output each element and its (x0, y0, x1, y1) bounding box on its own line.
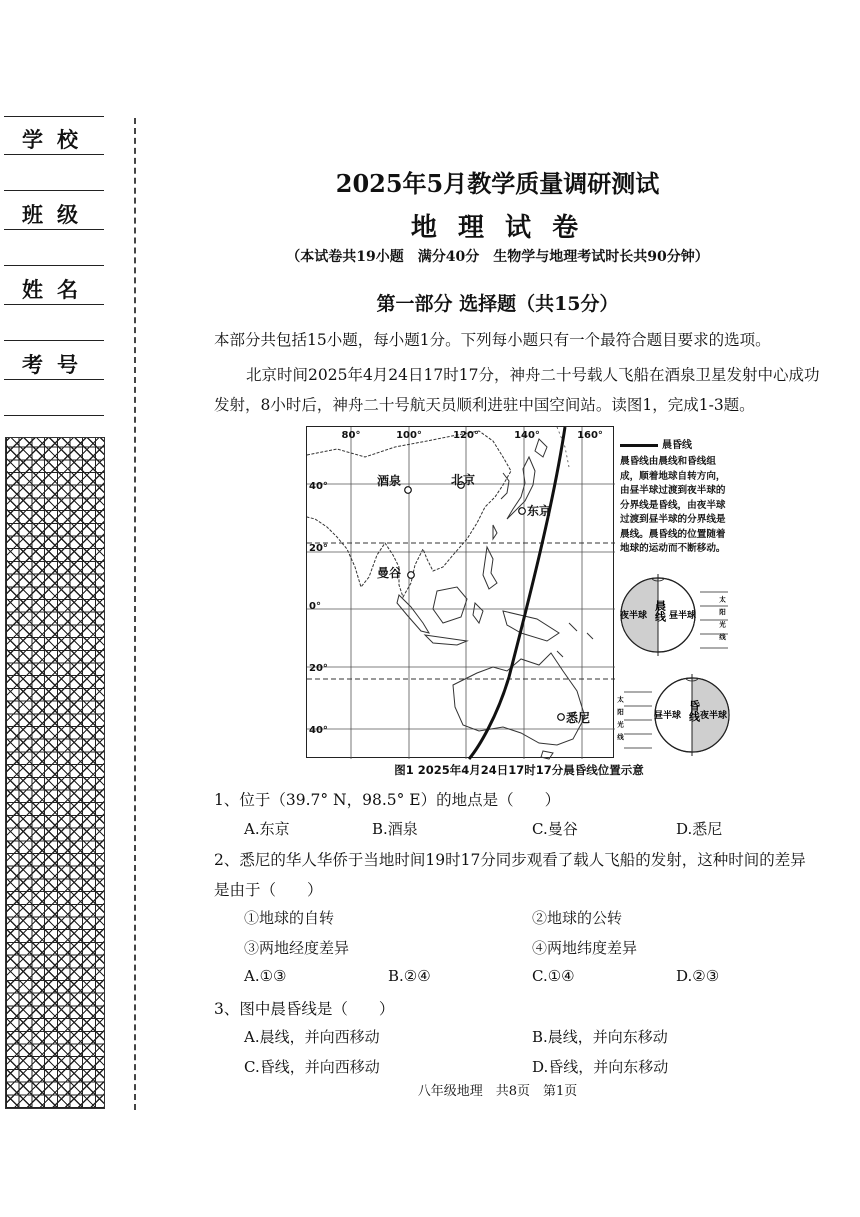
city-label-tokyo: 东京 (527, 504, 552, 518)
q3-option-b: B.晨线，并向东移动 (532, 1028, 668, 1046)
city-label-jiuquan: 酒泉 (377, 474, 402, 488)
lon-label: 140° (514, 430, 540, 441)
figure-caption: 图1 2025年4月24日17时17分晨昏线位置示意 (394, 763, 644, 777)
info-row-name (4, 266, 104, 341)
question-background: 北京时间2025年4月24日17时17分，神舟二十号载人飞船在酒泉卫星发射中心成功发射，8小时后，神舟二十号航天员顺利进驻中国空间站。读图1，完成1-3题。 (214, 366, 820, 414)
legend-terminator (620, 436, 692, 451)
q2-option-b: B.②④ (388, 967, 431, 985)
diagram2-day-label: 昼半球 (654, 711, 682, 721)
info-rule (4, 229, 104, 230)
page-footer: 八年级地理 共8页 第1页 (417, 1084, 578, 1099)
q1-option-b: B.酒泉 (372, 820, 418, 838)
legend-note: 晨昏线由晨线和昏线组成，顺着地球自转方向，由昼半球过渡到夜半球的分界线是昏线，由夜半球过渡到昼半球的分界线是晨线。晨昏线的位置随着地球的运动而不断移动。 (620, 456, 726, 554)
anti-copy-hatch-pattern (5, 437, 105, 1109)
info-label-school: 学校 (22, 127, 92, 152)
question-1-stem: 1、位于（39.7° N，98.5° E）的地点是（ ） (214, 791, 561, 809)
q3-option-a: A.晨线，并向西移动 (244, 1028, 380, 1046)
q1-option-c: C.曼谷 (532, 820, 578, 838)
lat-label: 0° (309, 601, 321, 612)
seal-dashed-line (134, 118, 136, 1110)
map-frame (306, 426, 614, 758)
diagram1-night-label: 夜半球 (620, 611, 648, 621)
lon-label: 120° (453, 430, 479, 441)
student-info-column (4, 116, 104, 416)
diagram1-sun-label: 太阳光线 (718, 596, 726, 646)
lon-label: 80° (341, 430, 361, 441)
city-label-bangkok: 曼谷 (377, 566, 402, 580)
info-label-number: 考号 (22, 352, 92, 377)
info-row-school (4, 116, 104, 191)
q3-option-c: C.昏线，并向西移动 (244, 1058, 380, 1076)
exam-info: （本试卷共19小题 满分40分 生物学与地理考试时长共90分钟） (286, 249, 709, 265)
section-intro: 本部分共包括15小题，每小题1分。下列每小题只有一个最符合题目要求的选项。 (214, 331, 771, 349)
lon-label: 160° (577, 430, 603, 441)
diagram2-line-label: 昏线 (687, 700, 701, 722)
question-2-stem: 2、悉尼的华人华侨于当地时间19时17分同步观看了载人飞船的发射，这种时间的差异 (214, 851, 806, 869)
lat-label: 20° (309, 663, 328, 674)
q1-option-a: A.东京 (244, 820, 290, 838)
city-label-sydney: 悉尼 (566, 711, 591, 725)
section-title: 第一部分 选择题（共15分） (376, 293, 619, 315)
q2-item-4: ④两地纬度差异 (532, 939, 638, 957)
lat-label: 40° (309, 725, 328, 736)
q2-option-c: C.①④ (532, 967, 575, 985)
question-2-stem-cont: 是由于（ ） (214, 881, 323, 899)
lon-label: 100° (396, 430, 422, 441)
terminator-diagrams (618, 570, 732, 758)
info-row-number (4, 341, 104, 416)
q2-item-1: ①地球的自转 (244, 909, 335, 927)
info-row-class (4, 191, 104, 266)
city-label-beijing: 北京 (451, 473, 476, 487)
legend-line-swatch (620, 444, 658, 447)
q1-option-d: D.悉尼 (676, 820, 723, 838)
diagram1-day-label: 昼半球 (669, 611, 697, 621)
legend-label: 晨昏线 (662, 440, 692, 451)
subject-title: 地 理 试 卷 (410, 213, 585, 243)
info-rule (4, 154, 104, 155)
info-label-class: 班级 (22, 202, 92, 227)
info-rule (4, 304, 104, 305)
q2-option-a: A.①③ (244, 967, 287, 985)
diagram2-sun-label: 太阳光线 (616, 696, 624, 746)
question-3-stem: 3、图中晨昏线是（ ） (214, 1000, 395, 1018)
lat-label: 40° (309, 481, 328, 492)
q3-option-d: D.昏线，并向东移动 (532, 1058, 669, 1076)
q2-item-2: ②地球的公转 (532, 909, 623, 927)
q2-item-3: ③两地经度差异 (244, 939, 350, 957)
diagram2-night-label: 夜半球 (700, 711, 728, 721)
info-label-name: 姓名 (22, 277, 92, 302)
exam-title: 2025年5月教学质量调研测试 (335, 169, 660, 198)
info-rule (4, 415, 104, 416)
q2-option-d: D.②③ (676, 967, 720, 985)
terminator-map (307, 427, 615, 759)
diagram1-line-label: 晨线 (653, 600, 667, 622)
info-rule (4, 379, 104, 380)
lat-label: 20° (309, 543, 328, 554)
